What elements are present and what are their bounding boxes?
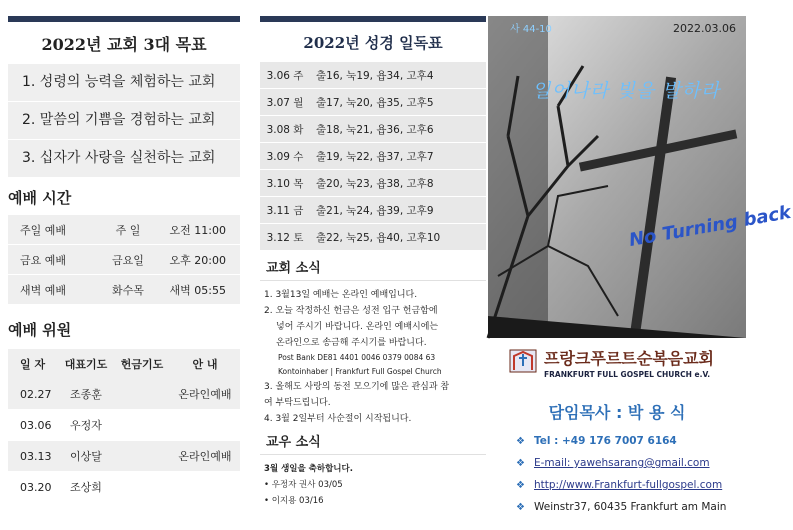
worship-row [8,245,240,275]
worship-day: 금요일 [112,253,144,267]
cell-date: 02.27 [20,387,52,401]
news-item-cont: 넣어 주시기 바랍니다. 온라인 예배시에는 [276,322,439,332]
bank-holder: Kontoinhaber | Frankfurt Full Gospel Church [278,367,442,376]
header-date: 일 자 [20,358,46,371]
verse-reference: 사 44-10 [510,24,552,35]
table-header [8,349,240,379]
member-item: • 이지용 03/16 [264,496,324,506]
church-name-english: FRANKFURT FULL GOSPEL CHURCH e.V. [544,370,711,379]
goals-title: 2022년 교회 3대 목표 [41,35,207,54]
news-item: 1. 3월13일 예배는 온라인 예배입니다. [264,290,418,300]
worship-day: 주 일 [115,223,141,237]
header-prayer: 대표기도 [64,358,108,371]
cell-date: 03.20 [20,480,52,494]
goal-item: 2. 말씀의 기쁨을 경험하는 교회 [8,102,240,139]
reading-passages: 출21, 눅24, 욥39, 고후9 [316,204,434,217]
members-title: 교우 소식 [260,431,486,455]
worship-times-title: 예배 시간 [8,189,72,207]
reading-passages: 출20, 눅23, 욥38, 고후8 [316,177,434,190]
news-item: 2. 오늘 작정하신 헌금은 성전 입구 헌금함에 [264,306,438,316]
table-row [8,410,240,441]
contact-web [516,474,746,496]
cell-usher: 온라인예배 [178,388,232,401]
cover-slogan: No Turning back [627,201,793,252]
cell-usher: 온라인예배 [178,450,232,463]
cover-title: 일어나라 빛을 발하라 [532,80,721,102]
table-row [8,472,240,503]
reading-date: 3.11 금 [266,204,304,217]
worship-name: 주일 예배 [20,223,67,237]
duty-rows [8,379,240,503]
reading-row [260,170,486,197]
bulletin-date: 2022.03.06 [673,22,736,35]
church-brand [488,342,746,394]
church-logo-icon [508,346,538,376]
cell-prayer: 우정자 [70,419,102,432]
members-box [260,455,486,509]
header-usher: 안 내 [192,358,218,371]
reading-passages: 출17, 눅20, 욥35, 고후5 [316,96,434,109]
worship-name: 금요 예배 [20,253,67,267]
reading-table [260,62,486,251]
tel-text[interactable]: Tel : +49 176 7007 6164 [534,435,677,447]
news-item-cont: 온라인으로 송금해 주시기를 바랍니다. [276,338,427,348]
news-title: 교회 소식 [260,257,486,281]
contact-list [516,430,746,518]
cell-date: 03.13 [20,449,52,463]
cell-date: 03.06 [20,418,52,432]
cross-illustration [488,16,746,338]
diamond-bullet-icon: ❖ [516,501,525,513]
cell-prayer: 조종훈 [70,388,102,401]
worship-row [8,215,240,245]
reading-title: 2022년 성경 일독표 [303,34,443,52]
goal-item: 3. 십자가 사랑을 실천하는 교회 [8,140,240,177]
worship-time: 새벽 05:55 [169,283,226,297]
cell-prayer: 조상희 [70,481,102,494]
reading-row [260,116,486,143]
goal-item: 1. 성령의 능력을 체험하는 교회 [8,64,240,101]
website-link[interactable]: http://www.Frankfurt-fullgospel.com [534,479,723,491]
table-row [8,441,240,472]
worship-day: 화수목 [112,283,144,297]
reading-row [260,143,486,170]
reading-date: 3.07 월 [266,96,304,109]
worship-row [8,275,240,305]
header-offering-prayer: 헌금기도 [120,358,164,371]
table-row [8,379,240,410]
reading-date: 3.09 수 [266,150,304,163]
worship-times-table [8,215,240,305]
reading-date: 3.08 화 [266,123,304,136]
pastor-name: 담임목사 : 박 용 식 [548,403,686,422]
news-item: 3. 올해도 사랑의 동전 모으기에 많은 관심과 참 [264,382,450,392]
email-link[interactable]: E-mail: yawehsarang@gmail.com [534,457,710,469]
diamond-bullet-icon: ❖ [516,479,525,491]
news-list [260,281,486,427]
worship-time: 오전 11:00 [169,223,226,237]
reading-passages: 출18, 눅21, 욥36, 고후6 [316,123,434,136]
members-headline: 3월 생일을 축하합니다. [264,464,353,474]
reading-passages: 출19, 눅22, 욥37, 고후7 [316,150,434,163]
worship-time: 오후 20:00 [169,253,226,267]
reading-passages: 출16, 눅19, 욥34, 고후4 [316,69,434,82]
worship-duty-title: 예배 위원 [8,321,72,339]
news-item: 4. 3월 2일부터 사순절이 시작됩니다. [264,414,412,424]
reading-date: 3.12 토 [266,231,304,244]
goals-list [8,64,240,177]
reading-row [260,62,486,89]
news-item-cont: 여 부탁드립니다. [264,398,331,408]
address-text: Weinstr37, 60435 Frankfurt am Main [534,501,727,513]
contact-email [516,452,746,474]
church-name-korean: 프랑크푸르트순복음교회 [544,349,715,368]
reading-date: 3.06 주 [266,69,304,82]
diamond-bullet-icon: ❖ [516,457,525,469]
contact-address [516,496,746,518]
worship-duty-table [8,349,240,503]
worship-name: 새벽 예배 [20,283,67,297]
cover-panel [488,16,793,518]
middle-panel [260,16,486,509]
member-item: • 우정자 권사 03/05 [264,480,343,490]
cell-prayer: 이상달 [70,450,102,463]
diamond-bullet-icon: ❖ [516,435,525,447]
left-panel [8,16,240,503]
contact-tel [516,430,746,452]
cover-image [488,16,793,338]
reading-row [260,89,486,116]
reading-passages: 출22, 눅25, 욥40, 고후10 [316,231,441,244]
reading-date: 3.10 목 [266,177,304,190]
bank-account: Post Bank DE81 4401 0046 0379 0084 63 [278,353,436,362]
reading-row [260,197,486,224]
reading-row [260,224,486,251]
